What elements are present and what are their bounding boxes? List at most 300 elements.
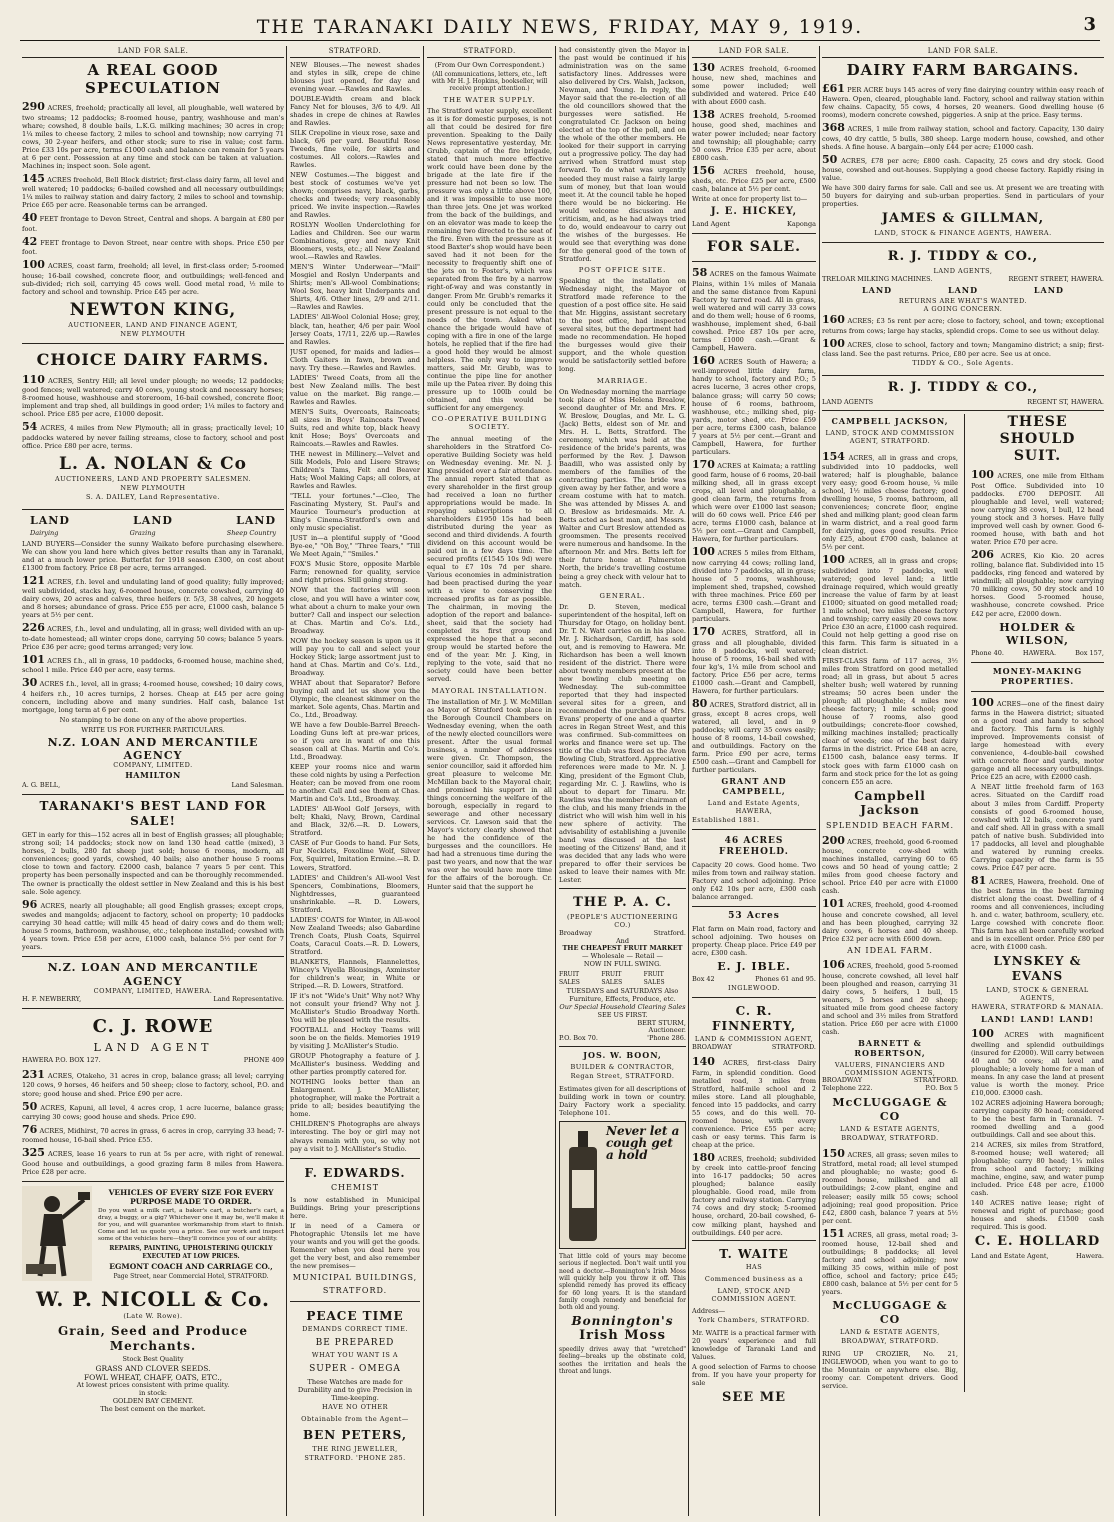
agent-name: C. J. ROWE [92, 1015, 214, 1037]
ad-text: Estimates given for all descriptions of building work in town or country. Dairy Factory work a speciality. Telephone 101. [559, 1084, 686, 1118]
waite-has: HAS [745, 1263, 763, 1272]
column-4 [559, 46, 686, 1516]
ad-list [692, 61, 816, 194]
ad-text: 102 ACRES adjoining Hawera borough; carrying capacity 80 head; considered to be the best farm in Taranaki. 7-roomed dwelling and a good outbuildings. Call and see about this. [971, 1098, 1104, 1139]
ad-text: ACRES f.h., all in grass, 10 paddocks, 6-roomed house, machine shed, school 1 mile. Price £40 per acre, easy terms. [22, 656, 284, 675]
agent-role: CHEMIST [330, 1183, 380, 1193]
column-3 [427, 46, 552, 1516]
agent-right: Land Salesman. [231, 781, 284, 790]
agent-role: LAND & ESTATE AGENTS, [840, 1328, 940, 1337]
notice-item: JUST in—a plentiful supply of "Good Bye-ee," "Oh Boy," "Three Tears," "Till We Meet Again," "Smiles." [290, 534, 420, 559]
newspaper-title: THE TARANAKI DAILY NEWS, FRIDAY, MAY 9, 1919. [256, 16, 864, 38]
ad-text: 140 ACRES native lease; right of renewal and right of purchase; good houses and sheds. £1500 cash required. This is good. [971, 1199, 1104, 1232]
ad-list [22, 373, 284, 450]
notice-item: FOX'S Music Store, opposite Marble Farm; renowned for quality, service and right prices. Still going strong. [290, 560, 420, 585]
ad-entry [822, 897, 958, 943]
agent-role: LAND, STOCK & FINANCE AGENTS, HAWERA. [874, 229, 1052, 238]
ad-entry [22, 235, 284, 256]
notice-item: NOTHING looks better than an Enlargement. J. McAllister, photographer, will make the Portrait a pride to all; besides beautifying the home. [290, 1078, 420, 1119]
agent-left: HAWERA P.O. BOX 127. [22, 1056, 101, 1065]
notice-item: ROSLYN Woollen Underclothing for Ladies and Children. See our warm Combinations, grey and navy Knit Bloomers, vests, etc.; all New Zealand wool.—Rawles and Rawles. [290, 221, 420, 262]
ad-line: BE PREPARED [315, 1338, 395, 1349]
agent-role: Land and Estate Agents, [707, 798, 801, 807]
agent-left: TRELOAR MILKING MACHINES. [822, 274, 933, 283]
agent-town: STRATFORD. [322, 1285, 388, 1295]
ad-text: ACRES freehold, house, sheds, etc. Price £25 per acre, £500 cash, balance at 5½ per cent. [692, 167, 816, 194]
land-word: LAND [133, 514, 173, 528]
ad-entry [822, 958, 958, 1036]
ad-acreage: 170 [692, 457, 715, 471]
pac-box: P.O. Box 70. [559, 1034, 598, 1043]
ad-acreage: 100 [971, 468, 994, 482]
ad-entry [22, 621, 284, 650]
ad-title: A REAL GOOD SPECULATION [85, 60, 221, 97]
ad-acreage: 368 [822, 121, 845, 135]
ad-text: 214 ACRES, six miles from Stratford, 8-roomed house; well watered; all ploughable; carry 80 head; 1¼ miles from school and factory; milking machine, engine, saw, and water pump included. Price £48 per acre, £1000 cash. [971, 1141, 1104, 1198]
agent-role: LAND AGENTS, [933, 267, 993, 275]
agent-left: Land Agent [692, 220, 731, 229]
irish-moss-advert [559, 1121, 686, 1249]
ad-acreage: 42 [22, 234, 38, 248]
ad-entry [971, 468, 1104, 546]
agent-name: CAMPBELL JACKSON, [831, 416, 949, 427]
ad-acreage: 76 [22, 1122, 38, 1136]
ad-text: ACRES 5 miles from Eltham, now carrying 44 cows; rolling land, divided into 7 paddocks, all in grass; house of 5 rooms, washhouse, implement shed, trapshed, cowshed with three machines. Price £60 per acre, terms £300 cash.—Grant and Campbell, Hawera, for further particulars. [692, 549, 816, 624]
agent-name: C. R. FINNERTY, [711, 1004, 797, 1033]
ad-acreage: 50 [22, 1099, 38, 1113]
ad-acreage: 130 [692, 60, 715, 74]
ad-acreage: £61 [822, 81, 845, 95]
ad-acreage: 150 [822, 1146, 845, 1160]
ad-text: ACRES; £3 5s rent per acre; close to factory, school, and town; exceptional returns from cows; large hay stacks, splendid crops. Come to see us without delay. [822, 317, 1104, 335]
ad-sub: A GOING CONCERN. [923, 304, 1003, 313]
ad-title: CHOICE DAIRY FARMS. [36, 350, 270, 370]
ad-list [822, 82, 1104, 182]
article-heading: MAYORAL INSTALLATION. [431, 686, 548, 695]
agent-name: N.Z. LOAN AND MERCANTILE AGENCY [47, 961, 259, 988]
ad-entry [22, 1123, 284, 1144]
byline: (From Our Own Correspondent.) [434, 60, 545, 69]
agent-role: THE RING JEWELLER, [312, 1444, 398, 1453]
ad-line: HAVE NO OTHER [321, 1403, 389, 1412]
agent-left: BROADWAY [822, 1076, 862, 1085]
moss-brand: Irish Moss [579, 1328, 666, 1344]
ad-note: WRITE US FOR FURTHER PARTICULARS. [81, 725, 225, 734]
article-body: The annual meeting of the shareholders in the Stratford Co-operative Building Society was held on Wednesday evening. Mr. N. J. King presided over a fair attendance. The annual report stated that as every shareholder in the first group had received a loan no further appropriations would be made. In repaying subscriptions to all shareholders £1950 15s had been distributed during the year as second and third dividends. A fourth dividend on this account would be paid out in a few days time. The secured profits (£1545 10s 9d) were equal to £7 10s 7d per share. Various economies in administration had been practised during the year with a view to conserving the increased profits as far as possible. The chairman, in moving the adoption of the report and balance-sheet, said that the society had completed its first group and expressed the hope that a second group would be started before the end of the year. Mr. J. King, in replying to the vote, said that no society could have been better served. [427, 434, 552, 684]
ad-text: FIRST-CLASS farm of 117 acres, 3½ miles from Stratford on good metalled road; all in grass, but about 5 acres shelter bush; well watered by running streams; 50 acres been under the plough; all ploughable; 4 miles new cheese factory; 1 mile school; good house of 7 rooms, also good outbuildings; concrete-floor cowshed, milking machines installed; practically clear of weeds; one of the best dairy farms in the district. Price £48 an acre, £1500 cash, balance easy terms. If stock goes with farm £1000 cash on farm and stock price for the lot as going concern £55 an acre. [822, 657, 958, 786]
agent-role: LAND & COMMISSION AGENT, [694, 1035, 814, 1044]
agent-address: BROADWAY, STRATFORD. [841, 1337, 939, 1345]
agent-name: THE P. A. C. [573, 894, 672, 910]
ad-acreage: 170 [692, 625, 715, 639]
ad-entry [971, 783, 1104, 871]
ad-text: Mr. WAITE is a practical farmer with 20 years' experience and full knowledge of Taranaki Land and Values. [692, 1328, 816, 1361]
agent-role: LAND & ESTATE AGENTS, [840, 1125, 940, 1134]
article-heading: MARRIAGE. [596, 376, 649, 385]
column-6 [822, 46, 1104, 1516]
ad-list [22, 1068, 284, 1176]
notice-item: THE newest in Millinery.—Velvet and Silk Models, Polo and Lisere Straws; Children's Tams, Felt and Beaver Hats; Wool Making Caps; all colors, at Rawles and Rawles. [290, 449, 420, 491]
ad-entry [822, 553, 958, 655]
ad-entry [22, 676, 284, 714]
notice-item: LADIES' All-Wool Colonial Hose; grey, black, tan, heather, 4/6 per pair. Wool Jersey Coats, 17/11, 22/6 up.—Rawles and Rawles. [290, 313, 420, 346]
land-word: LAND! [1059, 1014, 1094, 1025]
agent-box: P.O. Box 5 [925, 1084, 958, 1093]
agent-right: Hawera. [1075, 1252, 1104, 1261]
ad-entry [22, 898, 284, 952]
ad-text: ACRES South of Hawera; a well-improved little dairy farm, handy to school, factory and P.O.; 5 acres lucerne, 3 acres other crops, balance grass; will carry 50 cows; house of 6 rooms, bathroom, washhouse, etc.; milking shed, pig-yards, motor shed, etc. Price £59 per acre, terms £300 cash, balance 7 years at 5½ per cent.—Grant and Campbell, Hawera, for further particulars. [692, 358, 816, 456]
notice-item: DOUBLE-Width cream and black Fancy Net for blouses, 3/6 to 4/9. All shades in crepe de chines at Rawles and Rawles. [290, 94, 420, 127]
agent-name: HOLDER & WILSON, [999, 620, 1076, 647]
ad-text: ACRES, all in grass and crops, subdivided into 10 paddocks, well watered; half is ploughable, balance very easy; good 6-room house, ¼ mile school, 1½ miles cheese factory; good dwelling house, 5 rooms, bathroom, all conveniences; concrete floor, engine shed and milking plant; good clean farm in warm district, and a real good farm for dairying, goes good results. Price only £25, about £700 cash, balance at 5½ per cent. [822, 453, 958, 552]
ad-text: ACRES, Stratford district, all in grass, except 8 acres crops, well watered, all level, and in 9 paddocks; will carry 35 cows easily; house of 8 rooms, 14-bail cowshed, and outbuildings. Factory on the farm. Price £90 per acre, terms £500 cash.—Grant and Campbell for further particulars. [692, 700, 816, 775]
ad-entry [822, 337, 1104, 358]
ad-acreage: 160 [692, 354, 715, 367]
pac-addr-right: Stratford. [653, 928, 686, 937]
ad-list [822, 958, 958, 1036]
ad-text: ACRES, coast farm, freehold; all level, in first-class order; 5-roomed house; 16-bail cowshed, concrete floor, and outbuildings; well-fenced and sub-divided; rich soil, carrying 45 cows well. Good metal road, ½ mile to factory and school and township. Price £45 per acre. [22, 262, 284, 296]
agent-role: COMPANY, LIMITED, HAWERA. [93, 986, 213, 995]
ad-text: These Watches are made for Durability and to give Precision in Time-keeping. [297, 1378, 413, 1403]
agent-town: HAMILTON [125, 770, 181, 781]
pac-sale: FRUIT SALES [559, 971, 580, 986]
ad-text: ACRES with magnificent dwelling and splendid outbuildings (insured for £2000). Will carry between 40 and 50 cows; all level and ploughable; a lovely home for a man of means. In any case the land at present value is worth the money. Price £10,000. £3000 cash. [971, 1031, 1104, 1097]
ad-entry [822, 834, 958, 896]
agent-role: LAND, STOCK AND COMMISSION AGENT. [711, 1287, 797, 1303]
ad-title: PEACE TIME [306, 1308, 404, 1323]
column-rule [819, 46, 820, 1516]
ad-entry [971, 1199, 1104, 1231]
ad-text: FEET frontage to Devon Street, Central and shops. A bargain at £80 per foot. [22, 215, 284, 233]
agent-role: AUCTIONEERS, LAND AND PROPERTY SALESMEN. [54, 475, 252, 484]
ad-acreage: 100 [822, 553, 845, 567]
agent-name: McCLUGGAGE & CO [832, 1299, 948, 1326]
agent-left: H. F. NEWBERRY, [22, 994, 82, 1003]
ad-text: ACRES, all in grass and crops; subdivided into 7 paddocks, well watered; good level land; a little drainage required, which would greatly increase the value of farm by at least £1000; situated on good metalled road; 1 mile school, two miles cheese factory and township; carry easily 20 cows now. Price £30 an acre, £1000 cash required. Could not help getting a good rise on this farm. This farm is situated in a clean district. [822, 557, 958, 656]
agent-rep: S. A. DAILEY, Land Representative. [86, 493, 220, 502]
ad-acreage: 30 [22, 676, 38, 690]
ad-acreage: 80 [692, 696, 708, 710]
nicoll-line: The best cement on the market. [100, 1405, 206, 1414]
column-1 [22, 46, 284, 1516]
agent-trade: Grain, Seed and Produce Merchants. [58, 1323, 248, 1353]
column-5 [692, 46, 816, 1516]
land-sub: Sheep Country [226, 528, 276, 537]
agent-right: Phones 61 and 95. [755, 975, 816, 984]
ad-list [22, 100, 284, 296]
agent-town: NEW PLYMOUTH [120, 484, 186, 493]
ad-entry [22, 1068, 284, 1097]
ad-title: DAIRY FARM BARGAINS. [846, 60, 1080, 79]
ad-acreage: 231 [22, 1068, 45, 1082]
agent-mid: HAWERA. [1022, 649, 1057, 658]
ad-acreage: 138 [692, 108, 715, 122]
ad-acreage: 325 [22, 1146, 45, 1160]
ad-text: ACRES, freehold; practically all level, all ploughable, well watered by two streams; 12 paddocks; 8-roomed house, pantry, washhouse and man's whare; cowshed, 8 double bails, L.K.G. milking machines; 30 acres in crop; 1¼ miles to cheese factory, 2 miles to school and township; now carrying 71 cows, 30 2-year heifers, and other stock; sure to rise in value; cost farm. Price £33 10s per acre, terms £1000 cash and balance can remain for 5 years at 6 per cent. Possession at any time and stock can be taken at valuation. Machines in; inspect soon. Sole agent. [22, 104, 284, 170]
ad-text: ACRES, Otakeho, 31 acres in crop, balance grass; all level; carrying 120 cows, 9 horses, 46 heifers and 50 sheep; close to factory, school, P.O. and store; good house and shed. Price £90 per acre. [22, 1072, 284, 1098]
ad-title: FOR SALE. [706, 239, 801, 256]
ad-acreage: 40 [22, 211, 38, 225]
agent-name: Campbell Jackson [854, 788, 926, 818]
ad-entry [971, 1141, 1104, 1197]
ad-entry [822, 1147, 958, 1225]
agent-footer [692, 976, 816, 984]
ad-title: AN IDEAL FARM. [847, 945, 933, 955]
agent-footer [971, 650, 1104, 658]
agent-name: R. J. TIDDY & CO., [887, 380, 1039, 396]
land-heading [862, 286, 1064, 296]
ad-entry [692, 625, 816, 695]
agent-est: Established 1881. [692, 815, 760, 824]
ad-text: ACRES, all grass; seven miles to Stratford, metal road; all level stumped and ploughable; no waste; good 6-roomed house, milkshed and all outbuildings; 2-cow plant, engine and releaser; easily milk 55 cows; school adjoining; real good proposition. Price £42, £800 cash, balance 7 years at 5½ per cent. [822, 1150, 958, 1225]
agent-address: BROADWAY, STRATFORD. [841, 1134, 939, 1143]
ad-entry [22, 172, 284, 210]
pac-sale: FRUIT SALES [643, 971, 665, 986]
land-word: LAND [947, 284, 979, 295]
ad-acreage: 156 [692, 163, 715, 177]
ad-text: ACRES, close to school, factory and town; Mangamino district; a snip; first-class land. See the past returns. Price, £80 per acre. See us at once. [822, 340, 1104, 359]
ad-entry [971, 1027, 1104, 1097]
ad-entry [822, 82, 1104, 120]
agent-role: VALUERS, FINANCIERS AND COMMISSION AGENTS, [834, 1060, 946, 1077]
ad-title: MONEY-MAKING PROPERTIES. [992, 666, 1083, 687]
agent-role: COMPANY, LIMITED. [113, 761, 193, 770]
ad-line: SUPER - OMEGA [309, 1364, 401, 1375]
nicoll-line: GOLDEN BAY CEMENT. [112, 1397, 194, 1406]
ad-entry [22, 653, 284, 674]
agent-role: LAND AGENT [93, 1040, 213, 1054]
notice-item: IF it's not "Wide's Unit" Why not? Why not consult your friend? Why not J. McAllister's Studio Broadway North. You will be pleased with the results. [290, 991, 420, 1025]
ad-entry [692, 697, 816, 775]
notice-item: LADIES' All-Wool Golf Jerseys, with belt; Khaki, Navy, Brown, Cardinal and Black, 32/6.—R. D. Lowers, Stratford. [290, 805, 420, 838]
ad-title: 46 ACRES FREEHOLD. [719, 835, 789, 857]
ad-title: TARANAKI'S BEST LAND FOR SALE! [39, 799, 267, 828]
ad-entry [692, 61, 816, 107]
ad-acreage: 100 [971, 1027, 994, 1041]
ad-acreage: 206 [971, 547, 994, 561]
notice-item: LADIES' and Children's All-wool Vest Spencers, Combinations, Bloomers, Nightdresses, guaranteed unshrinkable. —R. D. Lowers, Stratford. [290, 873, 420, 914]
land-heading [981, 1015, 1094, 1025]
ad-entry [22, 420, 284, 449]
notice-item: "TELL your fortunes."—Cleo, The Fascinating Mystery, St. Paul's and Maurice Tourneur's production at King's Cinema-Stratford's own and only music specialist. [290, 492, 420, 533]
nicoll-line: GRASS AND CLOVER SEEDS. [95, 1364, 211, 1374]
ad-acreage: 100 [22, 258, 45, 272]
agent-name: NEWTON KING, [69, 299, 237, 320]
vehicle-title: VEHICLES OF EVERY SIZE FOR EVERY PURPOSE MADE TO ORDER. [108, 1187, 274, 1207]
notice-item: NOW that the factories will soon close, and you will have a winter cow, what about a churn to make your own butter? Call and inspect our selection at Chas. Martin and Co's. Ltd., Broadway. [290, 586, 420, 635]
agent-name: BEN PETERS, [302, 1428, 408, 1443]
ad-text: ACRES, freehold, good 5-roomed house, concrete cowshed, all level half been ploughed and reason, carrying 31 dairy cows, 5 heifers, 1 bull, 15 weaners, 5 horses and 20 sheep; situated mile from good cheese factory and school and 3½ miles from Stratford station. Price £60 per acre with £1000 cash. [822, 962, 958, 1037]
ad-text: Flat farm on Main road, factory and school adjoining. Two houses on property. Cheap place. Price £49 per acre, £300 cash. [692, 924, 816, 957]
pac-line: Our Special Household Clearing Sales [559, 1002, 686, 1011]
ad-text: ACRES, 1 mile from railway station, school and factory. Capacity, 130 dairy cows, 40 dry cattle, 5 bulls, 380 sheep. Large modern house, cowshed, and other sheds. A fine house. A bargain—only £44 per acre; £1000 cash. [822, 125, 1104, 151]
nicoll-line: Stock Best Quality [122, 1355, 184, 1364]
notice-item: LADIES' Tweed Coats, from all the best New Zealand mills. The best value on the market. Big range.—Rawles and Rawles. [290, 373, 420, 406]
ad-text: ACRES freehold, Bell Block district; first-class dairy farm, all level and well watered; 10 paddocks; 6-bailed cowshed and all necessary outbuildings; 1¼ miles to railway station and dairy factory, 2 miles to school and township. Price £65 per acre. Reasonable terms can be arranged. [22, 175, 284, 210]
ad-acreage: 101 [22, 652, 45, 666]
agent-name: J. E. HICKEY, [710, 206, 798, 218]
pac-line: — Wholesale — Retail — [582, 952, 663, 961]
ad-text: ACRES, freehold, good 4-roomed house and concrete cowshed, all level and has been ploughed, carrying 32 dairy cows, 6 horses and 40 sheep. Price £32 per acre with £600 down. [822, 901, 958, 943]
notice-item: BLANKETS, Flannels, Flannelettes, Wincey's Viyella Blousings, Axminster for children's wear, in White or Striped.—R. D. Lowers, Stratford. [290, 957, 420, 990]
agent-name: E. J. IBLE. [717, 959, 791, 973]
ad-text: GET in early for this—152 acres all in best of English grasses; all ploughable; strong soil; 14 paddocks; stock now on land 130 head cattle (mixed), 3 horses, 2 bulls, 280 fat sheep just sold; house 6 rooms, modern, all conveniences; good yards, cowshed, 40 bails; also another house 5 rooms close to town and factory. £2000 cash, balance 7 years 5 per cent. This property has been personally inspected and can be thoroughly recommended. The owner is practically the oldest settler in New Zealand and this is his best sale. Sole agency. [22, 831, 284, 896]
ad-acreage: 100 [822, 336, 845, 350]
land-word: LAND! [1020, 1014, 1055, 1025]
ad-title: SEE ME [721, 1389, 787, 1405]
nicoll-line: At lowest prices consistent with prime quality. [76, 1381, 230, 1390]
ad-acreage: 154 [822, 449, 845, 463]
agent-right: Kaponga [786, 220, 816, 229]
ad-text: ACRES, f.h. level and undulating land of good quality; fully improved; well subdivided, stacks hay, 6-roomed house, concrete cowshed, carrying 40 dairy cows, 20 acres and calves, three heifers (r. 5/3, 38 calves, 20 hoggets and 8 horses; abundance of grass. Price £55 per acre, £1000 cash, balance 5 years at 5½ per cent. [22, 577, 284, 620]
section-heading: LAND FOR SALE. [822, 46, 1104, 58]
agent-role: LAND, STOCK AND COMMISSION AGENT, STRATFORD. [825, 428, 955, 445]
ad-note: No stamping to be done on any of the above properties. [59, 715, 247, 724]
ad-acreage: 54 [22, 420, 38, 434]
ad-entry [692, 266, 816, 352]
ad-list [822, 834, 958, 943]
ad-acreage: 58 [692, 266, 708, 280]
ad-acreage: 140 [692, 1055, 715, 1069]
land-word: LAND [30, 514, 70, 528]
pac-phone: 'Phone 286. [647, 1034, 686, 1043]
pac-line: NOW IN FULL SWING. [583, 960, 662, 969]
pac-sales [559, 971, 686, 986]
agent-name: N.Z. LOAN AND MERCANTILE AGENCY [47, 735, 259, 763]
notice-item: SILK Crepoline in vieux rose, saxe and black, 6/6 per yard. Beautiful Rose Tweeds, fine voile, for skirts and costumes. All colors.—Rawles and Rawles. [290, 128, 420, 169]
ad-entry [692, 1151, 816, 1237]
land-word: LAND [1033, 284, 1064, 295]
ad-entry [692, 108, 816, 162]
nicoll-line: in stock: [139, 1389, 167, 1398]
notice-item: WE have a few Double-Barrel Breech-Loading Guns left at pre-war prices, so if you are in want of one this season call at Chas. Martin and Co's. Ltd., Broadway. [290, 720, 420, 762]
land-word: LAND! [981, 1014, 1016, 1025]
ad-list [971, 1027, 1104, 1231]
section-heading: STRATFORD. [427, 46, 552, 58]
agent-right: Box 157, [1075, 649, 1104, 658]
column-rule [555, 46, 556, 1516]
agent-name: LYNSKEY & EVANS [993, 954, 1082, 984]
ad-text: LAND BUYERS—Consider the sunny Waikato before purchasing elsewhere. We can show you land here which gives better results than any in Taranaki, and at a much lower price. Butterfat for 1918 season £300, on cost about £1300 from factory. Price £8 per acre, terms arranged. [22, 539, 284, 572]
ad-text: ACRES freehold, 5-roomed house, good shed, machines and water power included; near factory and township; all ploughable; carry 50 cows. Price £35 per acre, about £800 cash. [692, 112, 816, 162]
blacksmith-illustration [22, 1186, 92, 1281]
vehicle-text: Do you want a milk cart, a baker's cart, a butcher's cart, a dray, a buggy, or a gig? Whichever one it may be, we'll make it for you, and will guarantee workmanship from start to finish. Come and let us quote you a price. See our work and inspect some of the vehicles here—they'll convince you of our ability. [98, 1208, 284, 1243]
ad-acreage: 200 [822, 833, 845, 847]
notice-item: CASE of Fur Goods to hand. Fur Sets, Fur Necklets, Foxolime Wolf, Silver Fox, Squirrel, Imitation Ermine.—R. D. Lowers, Stratford. [290, 839, 420, 872]
notice-item: NEW Blouses.—The newest shades and styles in silk, crepe de chine blouses just opened, for day and evening wear. —Rawles and Rawles. [290, 60, 420, 93]
agent-right: REGENT STREET, HAWERA. [1008, 274, 1104, 283]
column-rule [286, 46, 287, 1516]
nicoll-line: FOWL WHEAT, CHAFF, OATS, ETC., [83, 1373, 223, 1383]
pac-addr-left: Broadway [559, 928, 592, 937]
agent-name: McCLUGGAGE & CO [832, 1096, 948, 1123]
notice-item: LADIES' COATS for Winter, in All-wool New Zealand Tweeds; also Gabardine Trench Coats, Plush Coats, Squirrel Coats, Caracul Coats.—R. D. Lowers, Stratford. [290, 915, 420, 956]
notice-item: JUST opened, for maids and ladies—Cloth Gaiters in fawn, brown and navy. Try these.—Rawles and Rawles. [290, 347, 420, 372]
ad-list [22, 574, 284, 714]
agent-footer [22, 782, 284, 790]
ad-text: ACRES, £78 per acre; £800 cash. Capacity, 25 cows and dry stock. Good house, cowshed and out-houses. Supplying a good cheese factory. Rapidly rising in value. [822, 156, 1104, 183]
ad-acreage: 106 [822, 958, 845, 972]
vehicle-address: Page Street, near Commercial Hotel, STRATFORD. [113, 1273, 269, 1281]
agent-right: REGENT ST, HAWERA. [1027, 398, 1104, 407]
agent-role: AUCTIONEER, LAND AND FINANCE AGENT, [68, 321, 238, 330]
masthead [20, 10, 1100, 41]
ad-entry [971, 874, 1104, 952]
article-heading: THE WATER SUPPLY. [443, 95, 536, 104]
ad-acreage: 290 [22, 100, 45, 114]
ad-title: SPLENDID BEACH FARM. [825, 820, 955, 830]
agent-address: Regan Street, STRATFORD. [570, 1072, 675, 1080]
agent-address: STRATFORD. 'PHONE 285. [304, 1453, 406, 1462]
land-subheading [30, 530, 276, 538]
ad-acreage: 96 [22, 897, 38, 911]
agent-name: BARNETT & ROBERTSON, [854, 1038, 926, 1058]
pac-contact [559, 1035, 686, 1043]
notice-item: NOW the hockey season is upon us it will pay you to call and select your Hockey Stick; large assortment just to hand at Chas. Martin and Co's. Ltd., Broadway. [290, 636, 420, 677]
agent-name: F. EDWARDS. [304, 1165, 406, 1180]
ad-acreage: 180 [692, 1150, 715, 1164]
ad-entry [822, 657, 958, 786]
ad-text: ACRES, 4 miles from New Plymouth; all in grass; practically level; 10 paddocks watered by never failing streams, close to factory, school and post office. Price £80 per acre, terms. [22, 424, 284, 450]
waite-line: Commenced business as a [704, 1275, 804, 1284]
agent-town: NEW PLYMOUTH [120, 330, 186, 339]
notice-item: MEN'S Winter Underwear—"Mail" Mosgiel and Roslyn Underpants and Shirts; men's All-wool Combinations; Wool Sox, heavy knit Underpants and Shirts, 4/6. Other lines, 2/9 and 2/11.—Rawles and Rawles. [290, 263, 420, 312]
ad-entry [22, 574, 284, 620]
ad-list [22, 898, 284, 952]
agent-footer [22, 996, 284, 1004]
ad-entry [22, 1100, 284, 1121]
page-number: 3 [1083, 14, 1096, 35]
moss-headline: cough get [606, 1136, 673, 1151]
moss-headline: Never let a [606, 1124, 680, 1139]
agent-town: HAWERA, STRATFORD & MANAIA. [971, 1002, 1104, 1011]
ad-list [822, 450, 958, 786]
ad-line: Obtainable from the Agent— [301, 1415, 409, 1424]
agent-town: HAWERA, [735, 806, 773, 815]
agent-left: A. G. BELL, [22, 781, 61, 790]
waite-address-label: Address— [692, 1306, 726, 1315]
notice-item: KEEP your rooms nice and warm these cold nights by using a Perfection Heater; can be moved from one room to another. Call and see them at Chas. Martin and Co's. Ltd., Broadway. [290, 763, 420, 804]
land-heading [30, 514, 276, 527]
pac-sale: FRUIT SALES [601, 971, 623, 986]
ad-entry [822, 450, 958, 552]
agent-name: C. E. HOLLARD [974, 1234, 1101, 1250]
ad-title: 53 Acres [728, 910, 780, 921]
ad-entry [22, 373, 284, 419]
ad-list [692, 1055, 816, 1236]
agent-address: York Chambers, STRATFORD. [698, 1315, 810, 1324]
ad-text: ACRES, freehold; subdivided by creek into cattle-proof fencing into 16-17 paddocks; 50 acres ploughed; balance easily ploughable. Good road, mile from factory and railway station. Carrying 74 cows and dry stock; 5-roomed house, orchard, 20-bail cowshed, 6-cow milking plant, hayshed and outbuildings. £40 per acre. [692, 1154, 816, 1237]
ad-entry [971, 696, 1104, 782]
ad-text: ACRES, Kio Kio. 20 acres rolling, balance flat. Subdivided into 15 paddocks, ring fenced and watered by windmill; all ploughable; now carrying 70 milking cows, 50 dry stock and 10 horses. Good 5-roomed house, washhouse, concrete cowshed. Price £42 per acre, £2000 down. [971, 551, 1104, 618]
ad-text: A good selection of Farms to choose from. If you have your property for sale [692, 1362, 816, 1387]
ad-acreage: 100 [971, 695, 994, 709]
ad-text: Is now established in Municipal Buildings. Bring your prescriptions here. [290, 1195, 420, 1220]
ad-sub: DEMANDS CORRECT TIME. [302, 1325, 408, 1334]
vehicle-advert [22, 1186, 284, 1283]
moss-small: speedily drives away that "wretched" feeling—breaks up the obstinate cold, soothes the irritation and heals the throat and lungs. [559, 1346, 686, 1375]
ad-text: ACRES, nearly all ploughable; all good English grasses; except crops, swedes and mangolds; adjacent to factory, school on property; 10 paddocks carrying 30 head cattle; will milk 45 head of dairy cows and do them well; house 5 rooms, bathroom, washhouse, etc.; telephone installed; cowshed with 4 years town. Price £58 per acre, £1000 cash, balance 5½ per cent for 7 years. [22, 901, 284, 952]
ad-note: We have 300 dairy farms for sale. Call and see us. At present we are treating with 50 buyers for dairying and sub-urban properties. Send in particulars of your properties. [822, 184, 1104, 209]
column-rule [688, 46, 689, 1516]
article-body: Dr. D. Steven, medical superintendent of the hospital, left on Thursday for Otago, on holiday bent. Dr. T. N. Watt carries on in his place. Mr. J. Richardson, Cardiff, has sold out, and is removing to Hawera. Mr. Richardson has been a well known resident of the district. There were about twenty members present at the new bowling club meeting on Wednesday. The sub-committee reported that they had inspected several sites for a green, and recommended the purchase of Mrs. Evans' property of one and a quarter acres in Regan Street West, and this was confirmed. Sub-committees on works and finance were set up. The title of the club was fixed as the Avon Bowling Club, Stratford. Appreciative references were made to Mr. N. J. King, president of the Egmont Club, regarding Mr. C. J. Rawlins, who is about to depart for Timaru. Mr. Rawlins was the member chairman of the club, and his many friends in the district who will wish him well in his new sphere of activity. The advisability of establishing a juvenile band was discussed at the last meeting of the Citizens' Band, and it was decided that any lads who were prepared to offer their services be asked to leave their names with Mr. Lester. [559, 602, 686, 884]
ad-text: A NEAT little freehold farm of 163 acres. Situated on the Cardiff road about 3 miles from Cardiff. Property consists of good 6-roomed house, cowshed with 12 bails, concrete yard and calf shed. All in grass with a small patch of native bush. Subdivided into 17 paddocks, all level and ploughable and watered by running creeks. Carrying capacity of the farm is 55 cows. Price £47 per acre. [971, 783, 1104, 872]
agent-left: Phone 40. [971, 649, 1004, 658]
ad-list [822, 1147, 958, 1296]
article-body: The installation of Mr. J. W. McMillan as Mayor of Stratford took place in the Borough Council Chambers on Wednesday evening, when the oath of the newly elected councillors were present. After the usual formal business, a number of addresses were given. Cr. Thompson, the senior councillor, said it afforded him great pleasure to welcome Mr. McMillan back to the Mayoral chair, and promised his support in all things concerning the welfare of the borough, especially in regard to sewerage and other necessary services. Cr. Lawson said that the Mayor's victory clearly showed that he had the confidence of the burgesses and the councillors. He had had a strenuous time during the past two years, and now that the war was over he would have more time for the affairs of the borough. Cr. Hunter said that the support he [427, 697, 552, 891]
ad-text: ACRES, lease 16 years to run at 5s per acre, with right of renewal. Good house and outbuildings, a good grazing farm 8 miles from Hawera. Price £28 per acre. [22, 1150, 284, 1176]
ad-line: WHAT YOU WANT IS A [311, 1351, 399, 1360]
